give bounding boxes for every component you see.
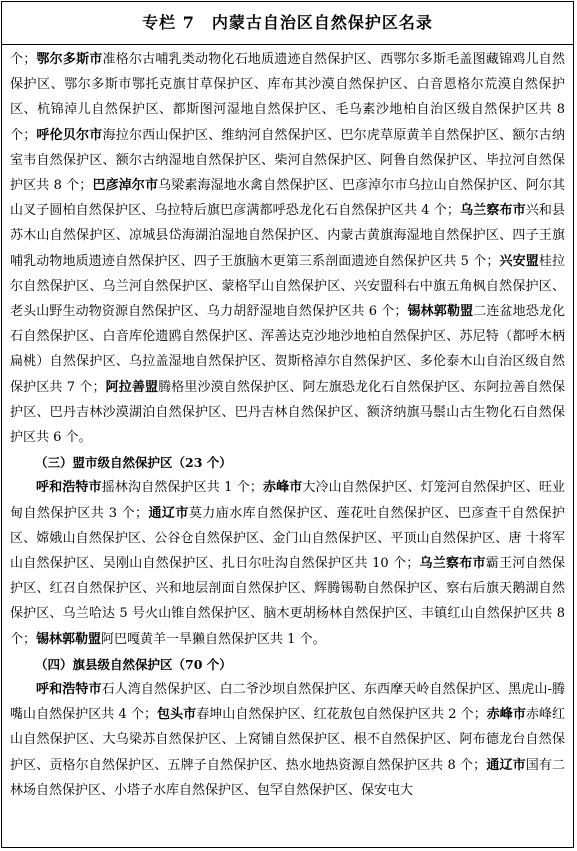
box-title: 专栏 7 内蒙古自治区自然保护区名录 (2, 2, 573, 45)
text-run: 国有二林场自然保护区、小塔子水库自然保护区、包罕自然保护区、保安屯大 (10, 757, 565, 798)
body-paragraph (10, 677, 565, 803)
region-name: 呼伦贝尔市 (36, 127, 103, 143)
sidebar-box (1, 1, 574, 848)
region-name: 巴彦淖尔市 (92, 178, 159, 194)
text-run: 腾格里沙漠自然保护区、阿左旗恐龙化石自然保护区、东阿拉善自然保护区、巴丹吉林沙漠湖泊自然保护区、巴丹吉林自然保护区、额济纳旗马鬃山古生物化石自然保护区共 6 个。 (10, 379, 565, 446)
text-run: （三）盟市级自然保护区（23 个） (35, 455, 232, 471)
text-run: （四）旗县级自然保护区（70 个） (35, 656, 232, 672)
text-run: 乌梁素海湿地水禽自然保护区、巴彦淖尔市乌拉山自然保护区、阿尔其山叉子圆柏自然保护区、乌拉特后旗巴彦满都呼恐龙化石自然保护区共 4 个； (10, 178, 565, 219)
text-run: 准格尔古哺乳类动物化石地质遗迹自然保护区、西鄂尔多斯毛盖图藏锦鸡儿自然保护区、鄂尔多斯市鄂托克旗甘草保护区、库布其沙漠自然保护区、白音恩格尔荒漠自然保护区、杭锦淖儿自然保护区、都斯图河湿地自然保护区、毛乌素沙地柏自治区级自然保护区共 8 个； (10, 52, 565, 143)
region-name: 乌兰察布市 (459, 203, 526, 219)
region-name: 阿拉善盟 (105, 379, 159, 395)
region-name: 通辽市 (486, 757, 526, 773)
text-run: 石人湾自然保护区、白二爷沙坝自然保护区、东西摩天岭自然保护区、黑虎山-腾嘴山自然保护区共 4 个； (10, 682, 565, 723)
body-paragraph (10, 47, 565, 450)
section-heading (10, 450, 565, 475)
box-content (2, 45, 573, 803)
text-run: 春坤山自然保护区、红花敖包自然保护区共 2 个； (196, 707, 487, 723)
region-name: 包头市 (157, 707, 197, 723)
text-run: 个； (10, 52, 37, 67)
region-name: 赤峰市 (486, 707, 526, 723)
region-name: 锡林郭勒盟 (36, 631, 102, 647)
text-run: 霸王河自然保护区、红召自然保护区、兴和地层剖面自然保护区、辉腾锡勒自然保护区、察右后旗天鹅湖自然保护区、乌兰哈达 5 号火山锥自然保护区、脑木更胡杨林自然保护区、丰镇红山自然保护区共 8 个； (10, 556, 565, 647)
region-name: 通辽市 (148, 505, 189, 521)
text-run: 兴和县苏木山自然保护区、凉城县岱海湖泊湿地自然保护区、内蒙古黄旗海湿地自然保护区、四子王旗哺乳动物地质遗迹自然保护区、四子王旗脑木更第三系剖面遗迹自然保护区共 5 个； (10, 203, 565, 269)
region-name: 鄂尔多斯市 (36, 52, 103, 67)
text-run: 赤峰红山自然保护区、大乌梁苏自然保护区、上窝铺自然保护区、根不自然保护区、阿布德龙台自然保护区、贡格尔自然保护区、五牌子自然保护区、热水地热资源自然保护区共 8 个； (10, 707, 565, 773)
region-name: 呼和浩特市 (36, 682, 102, 698)
text-run: 阿巴嘎黄羊一旱獭自然保护区共 1 个。 (101, 631, 326, 647)
section-heading (10, 652, 565, 677)
text-run: 桂拉尔自然保护区、乌兰河自然保护区、蒙格罕山自然保护区、兴安盟科右中旗五角枫自然保护区、老头山野生动物资源自然保护区、乌力胡舒湿地自然保护区共 6 个； (10, 253, 565, 320)
region-name: 呼和浩特市 (36, 480, 102, 496)
region-name: 乌兰察布市 (419, 556, 486, 572)
text-run: 摇林沟自然保护区共 1 个； (101, 480, 263, 496)
region-name: 锡林郭勒盟 (407, 304, 474, 320)
text-run: 莫力庙水库自然保护区、莲花吐自然保护区、巴彦查干自然保护区、嫦娥山自然保护区、公谷仓自然保护区、金门山自然保护区、平顶山自然保护区、唐 十将军山自然保护区、吴刚山自然保护区、扎日尔吐沟自然保护区共 10 个； (10, 505, 565, 572)
text-run: 海拉尔西山保护区、维纳河自然保护区、巴尔虎草原黄羊自然保护区、额尔古纳室韦自然保护区、额尔古纳湿地自然保护区、柴河自然保护区、阿鲁自然保护区、毕拉河自然保护区共 8 个； (10, 127, 565, 194)
region-name: 赤峰市 (262, 480, 303, 496)
region-name: 兴安盟 (499, 253, 539, 269)
text-run: 二连盆地恐龙化石自然保护区、白音库伦遗鸥自然保护区、浑善达克沙地沙地柏自然保护区、苏尼特（都呼木柄扁桃）自然保护区、乌拉盖湿地自然保护区、贺斯格淖尔自然保护区、多伦泰木山自治区级自然保护区共 7 个； (10, 304, 565, 395)
body-paragraph (10, 475, 565, 651)
text-run: 大冷山自然保护区、灯笼河自然保护区、旺业甸自然保护区共 3 个； (10, 480, 565, 521)
